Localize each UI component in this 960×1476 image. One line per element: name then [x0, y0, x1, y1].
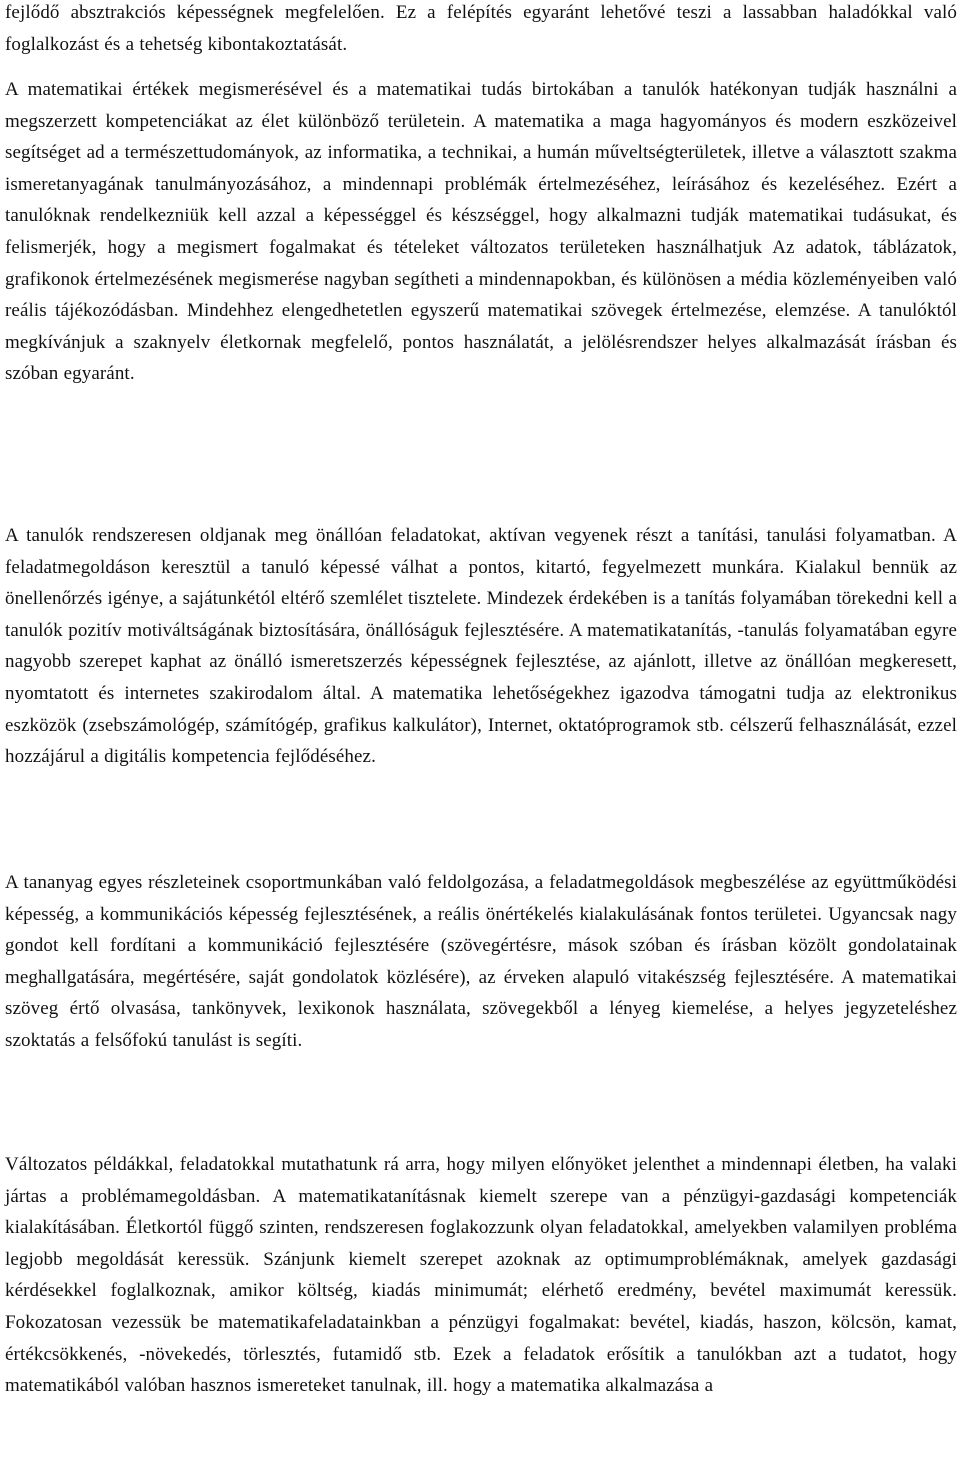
paragraph-5: Változatos példákkal, feladatokkal mutathatunk rá arra, hogy milyen előnyöket jelenthet a mindennapi életben, ha valaki jártas a problémamegoldásban. A matematikatanításnak kiemelt szerepe van a pénzügyi-gazdasági kompetenciák kialakításában. Életkortól függő szinten, rendszeresen foglakozzunk olyan feladatokkal, amelyekben valamilyen probléma legjobb megoldását keressük. Szánjunk kiemelt szerepet azoknak az optimumproblémáknak, amelyek gazdasági kérdésekkel foglalkoznak, amikor költség, kiadás minimumát; elérhető eredmény, bevétel maximumát keressük. Fokozatosan vezessük be matematikafeladatainkban a pénzügyi fogalmakat: bevétel, kiadás, haszon, kölcsön, kamat, értékcsökkenés, -növekedés, törlesztés, futamidő stb. Ezek a feladatok erősítik a tanulókban azt a tudatot, hogy matematikából valóban hasznos ismereteket tanulnak, ill. hogy a matematika alkalmazása a — [5, 1154, 957, 1397]
paragraph-3: A tanulók rendszeresen oldjanak meg önállóan feladatokat, aktívan vegyenek részt a tanítási, tanulási folyamatban. A feladatmegoldáson keresztül a tanuló képessé válhat a pontos, kitartó, fegyelmezett munkára. Kialakul bennük az önellenőrzés igénye, a sajátunkétól eltérő szemlélet tisztelete. Mindezek érdekében is a tanítás folyamában törekedni kell a tanulók pozitív motiváltságának biztosítására, önállóságuk fejlesztésére. A matematikatanítás, -tanulás folyamatában egyre nagyobb szerepet kaphat az önálló ismeretszerzés képességnek fejlesztése, az ajánlott, illetve az önállóan megkeresett, nyomtatott és internetes szakirodalom által. A matematika lehetőségekhez igazodva támogatni tudja az elektronikus eszközök (zsebszámológép, számítógép, grafikus kalkulátor), Internet, oktatóprogramok stb. célszerű felhasználását, ezzel hozzájárul a digitális kompetencia fejlődéséhez. — [5, 525, 957, 768]
paragraph-1: fejlődő absztrakciós képességnek megfelelően. Ez a felépítés egyaránt lehetővé teszi a lassabban haladókkal való foglalkozást és a tehetség kibontakoztatását. — [5, 2, 957, 55]
paragraph-4: A tananyag egyes részleteinek csoportmunkában való feldolgozása, a feladatmegoldások megbeszélése az együttműködési képesség, a kommunikációs képesség fejlesztésének, a reális önértékelés kialakulásának fontos területei. Ugyancsak nagy gondot kell fordítani a kommunikáció fejlesztésére (szövegértésre, mások szóban és írásban közölt gondolatainak meghallgatására, megértésére, saját gondolatok közlésére), az érveken alapuló vitakészség fejlesztésére. A matematikai szöveg értő olvasása, tankönyvek, lexikonok használata, szövegekből a lényeg kiemelése, a helyes jegyzeteléshez szoktatás a felsőfokú tanulást is segíti. — [5, 872, 957, 1051]
paragraph-2: A matematikai értékek megismerésével és a matematikai tudás birtokában a tanulók hatékonyan tudják használni a megszerzett kompetenciákat az élet különböző területein. A matematika a maga hagyományos és modern eszközeivel segítséget ad a természettudományok, az informatika, a technikai, a humán műveltségterületek, illetve a választott szakma ismeretanyagának tanulmányozásához, a mindennapi problémák értelmezéséhez, leírásához és kezeléséhez. Ezért a tanulóknak rendelkezniük kell azzal a képességgel és készséggel, hogy alkalmazni tudják matematikai tudásukat, és felismerjék, hogy a megismert fogalmakat és tételeket változatos területeken használhatjuk Az adatok, táblázatok, grafikonok értelmezésének megismerése nagyban segítheti a mindennapokban, és különösen a média közleményeiben való reális tájékozódásban. Mindehhez elengedhetetlen egyszerű matematikai szövegek értelmezése, elemzése. A tanulóktól megkívánjuk a szaknyelv életkornak megfelelő, pontos használatát, a jelölésrendszer helyes alkalmazását írásban és szóban egyaránt. — [5, 79, 957, 385]
